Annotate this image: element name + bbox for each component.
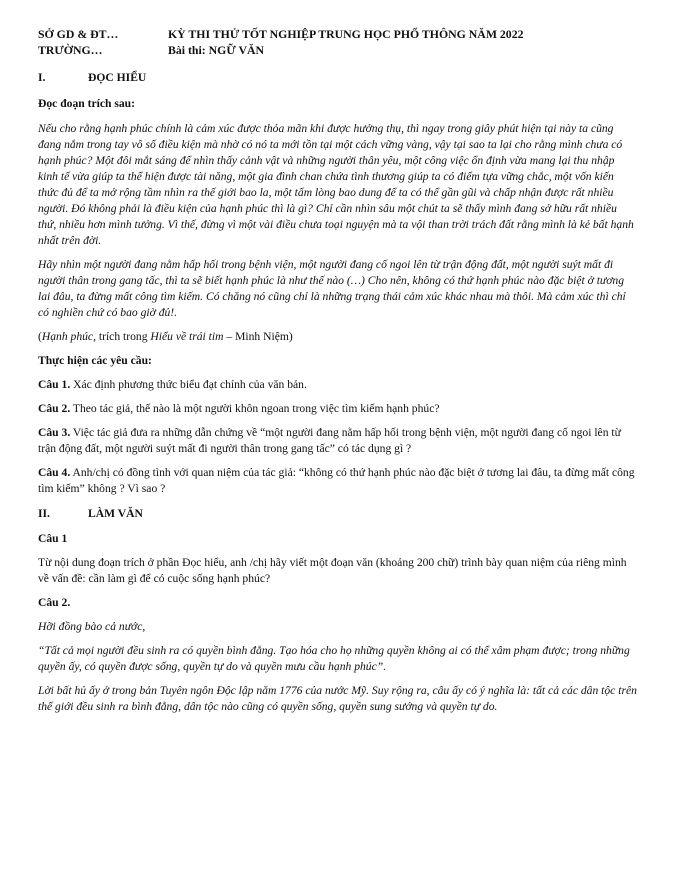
source-book: Hiểu về trái tim: [150, 330, 224, 343]
writing-q2-title: Câu 2.: [38, 596, 71, 609]
section-title: ĐỌC HIỂU: [88, 71, 147, 84]
question-label: Câu 1.: [38, 378, 71, 391]
section-title: LÀM VĂN: [88, 507, 143, 520]
writing-q2-greeting: Hỡi đồng bào cả nước,: [38, 620, 146, 633]
writing-q2-quote: “Tất cả mọi người đều sinh ra có quyền bình đẳng. Tạo hóa cho họ những quyền không ai có thể xâm phạm được; trong những quyền ấy, có quyền được sống, quyền tự do và quyền mưu cầu hạnh phúc”.: [38, 644, 630, 673]
reading-intro: Đọc đoạn trích sau:: [38, 97, 135, 110]
writing-q1-title: Câu 1: [38, 532, 68, 545]
source-mid: , trích trong: [93, 330, 151, 343]
question-1: [38, 377, 637, 393]
question-label: Câu 3.: [38, 426, 71, 439]
passage-paragraph-2: Hãy nhìn một người đang nằm hấp hối trong bệnh viện, một người đang cố ngoi lên từ trận động đất, một người suýt mất đi người thân trong gang tấc, thì ta sẽ biết hạnh phúc là như thế nào (…) Cho nên, không có thứ hạnh phúc nào đặc biệt ở tương lai đâu, ta đừng mất công tìm kiếm. Có chăng nó cũng chỉ là những trạng thái cảm xúc khác nhau mà thôi. Mà cảm xúc thì chỉ có nghiền chứ có bao giờ đủ!.: [38, 258, 626, 319]
school-name: TRƯỜNG…: [38, 43, 103, 57]
question-text: Xác định phương thức biểu đạt chính của văn bản.: [70, 378, 307, 391]
question-label: Câu 2.: [38, 402, 71, 415]
section-reading-heading: [38, 70, 637, 86]
question-text: Theo tác giả, thế nào là một người khôn ngoan trong việc tìm kiếm hạnh phúc?: [70, 402, 440, 415]
section-number: I.: [38, 71, 46, 84]
passage-source: [38, 329, 637, 345]
header-left: [38, 26, 168, 58]
writing-q2-explanation: Lời bất hủ ấy ở trong bản Tuyên ngôn Độc lập năm 1776 của nước Mỹ. Suy rộng ra, câu ấy có ý nghĩa là: tất cả các dân tộc trên thế giới đều sinh ra bình đẳng, dân tộc nào cũng có quyền sống, quyền sung sướng và quyền tự do.: [38, 684, 637, 713]
source-author: – Minh Niệm): [223, 330, 293, 343]
source-title: Hạnh phúc: [41, 330, 94, 343]
exam-subject: Bài thi: NGỮ VĂN: [168, 43, 265, 57]
question-text: Anh/chị có đồng tình với quan niệm của tác giả: “không có thứ hạnh phúc nào đặc biệt ở tương lai đâu, ta đừng mất công tìm kiếm” không ? Vì sao ?: [38, 466, 635, 495]
exam-title: KỲ THI THỬ TỐT NGHIỆP TRUNG HỌC PHỔ THÔNG NĂM 2022: [168, 27, 524, 41]
section-number: II.: [38, 507, 50, 520]
question-text: Việc tác giả đưa ra những dẫn chứng về “một người đang nằm hấp hối trong bệnh viện, một người đang cố ngoi lên từ trận động đất, một người suýt mất đi người thân trong gang tấc” có tác dụng gì ?: [38, 426, 621, 455]
tasks-title: Thực hiện các yêu cầu:: [38, 354, 152, 367]
department-name: SỞ GD & ĐT…: [38, 27, 119, 41]
writing-q1-text: Từ nội dung đoạn trích ở phần Đọc hiểu, anh /chị hãy viết một đoạn văn (khoảng 200 chữ) trình bày quan niệm của riêng mình về vấn đề: cần làm gì để có cuộc sống hạnh phúc?: [38, 556, 627, 585]
header-right: [168, 26, 637, 58]
exam-header: [38, 26, 637, 58]
section-writing-heading: [38, 506, 637, 522]
passage-paragraph-1: Nếu cho rằng hạnh phúc chính là cảm xúc được thỏa mãn khi được hưởng thụ, thì ngay trong giây phút hiện tại này ta cũng đang nắm trong tay vô số điều kiện mà nhờ có nó ta mới tồn tại một cách vững vàng, vậy tại sao ta lại cho rằng mình chưa có hạnh phúc? Một đôi mắt sáng để nhìn thấy cảnh vật và những người thân yêu, một công việc ổn định vừa mang lại thu nhập kinh tế vừa giúp ta thể hiện được tài năng, một gia đình chan chứa tình thương giúp ta có điểm tựa vững chắc, một vốn kiến thức đủ để ta mở rộng tầm nhìn ra thế giới bao la, một tấm lòng bao dung để ta có thể gần gũi và chấp nhận được rất nhiều người. Đó không phải là điều kiện của hạnh phúc thì là gì? Chỉ cần nhìn sâu một chút ta sẽ thấy mình đang sở hữu rất nhiều thứ, nhiều hơn mình tưởng. Vì thế, đừng vì một vài điều chưa toại nguyện mà ta vội than trời trách đất rằng mình là kẻ bất hạnh nhất trên đời.: [38, 122, 634, 247]
question-2: [38, 401, 637, 417]
question-label: Câu 4.: [38, 466, 71, 479]
question-3: [38, 425, 637, 457]
source-open: (: [38, 330, 42, 343]
question-4: [38, 465, 637, 497]
